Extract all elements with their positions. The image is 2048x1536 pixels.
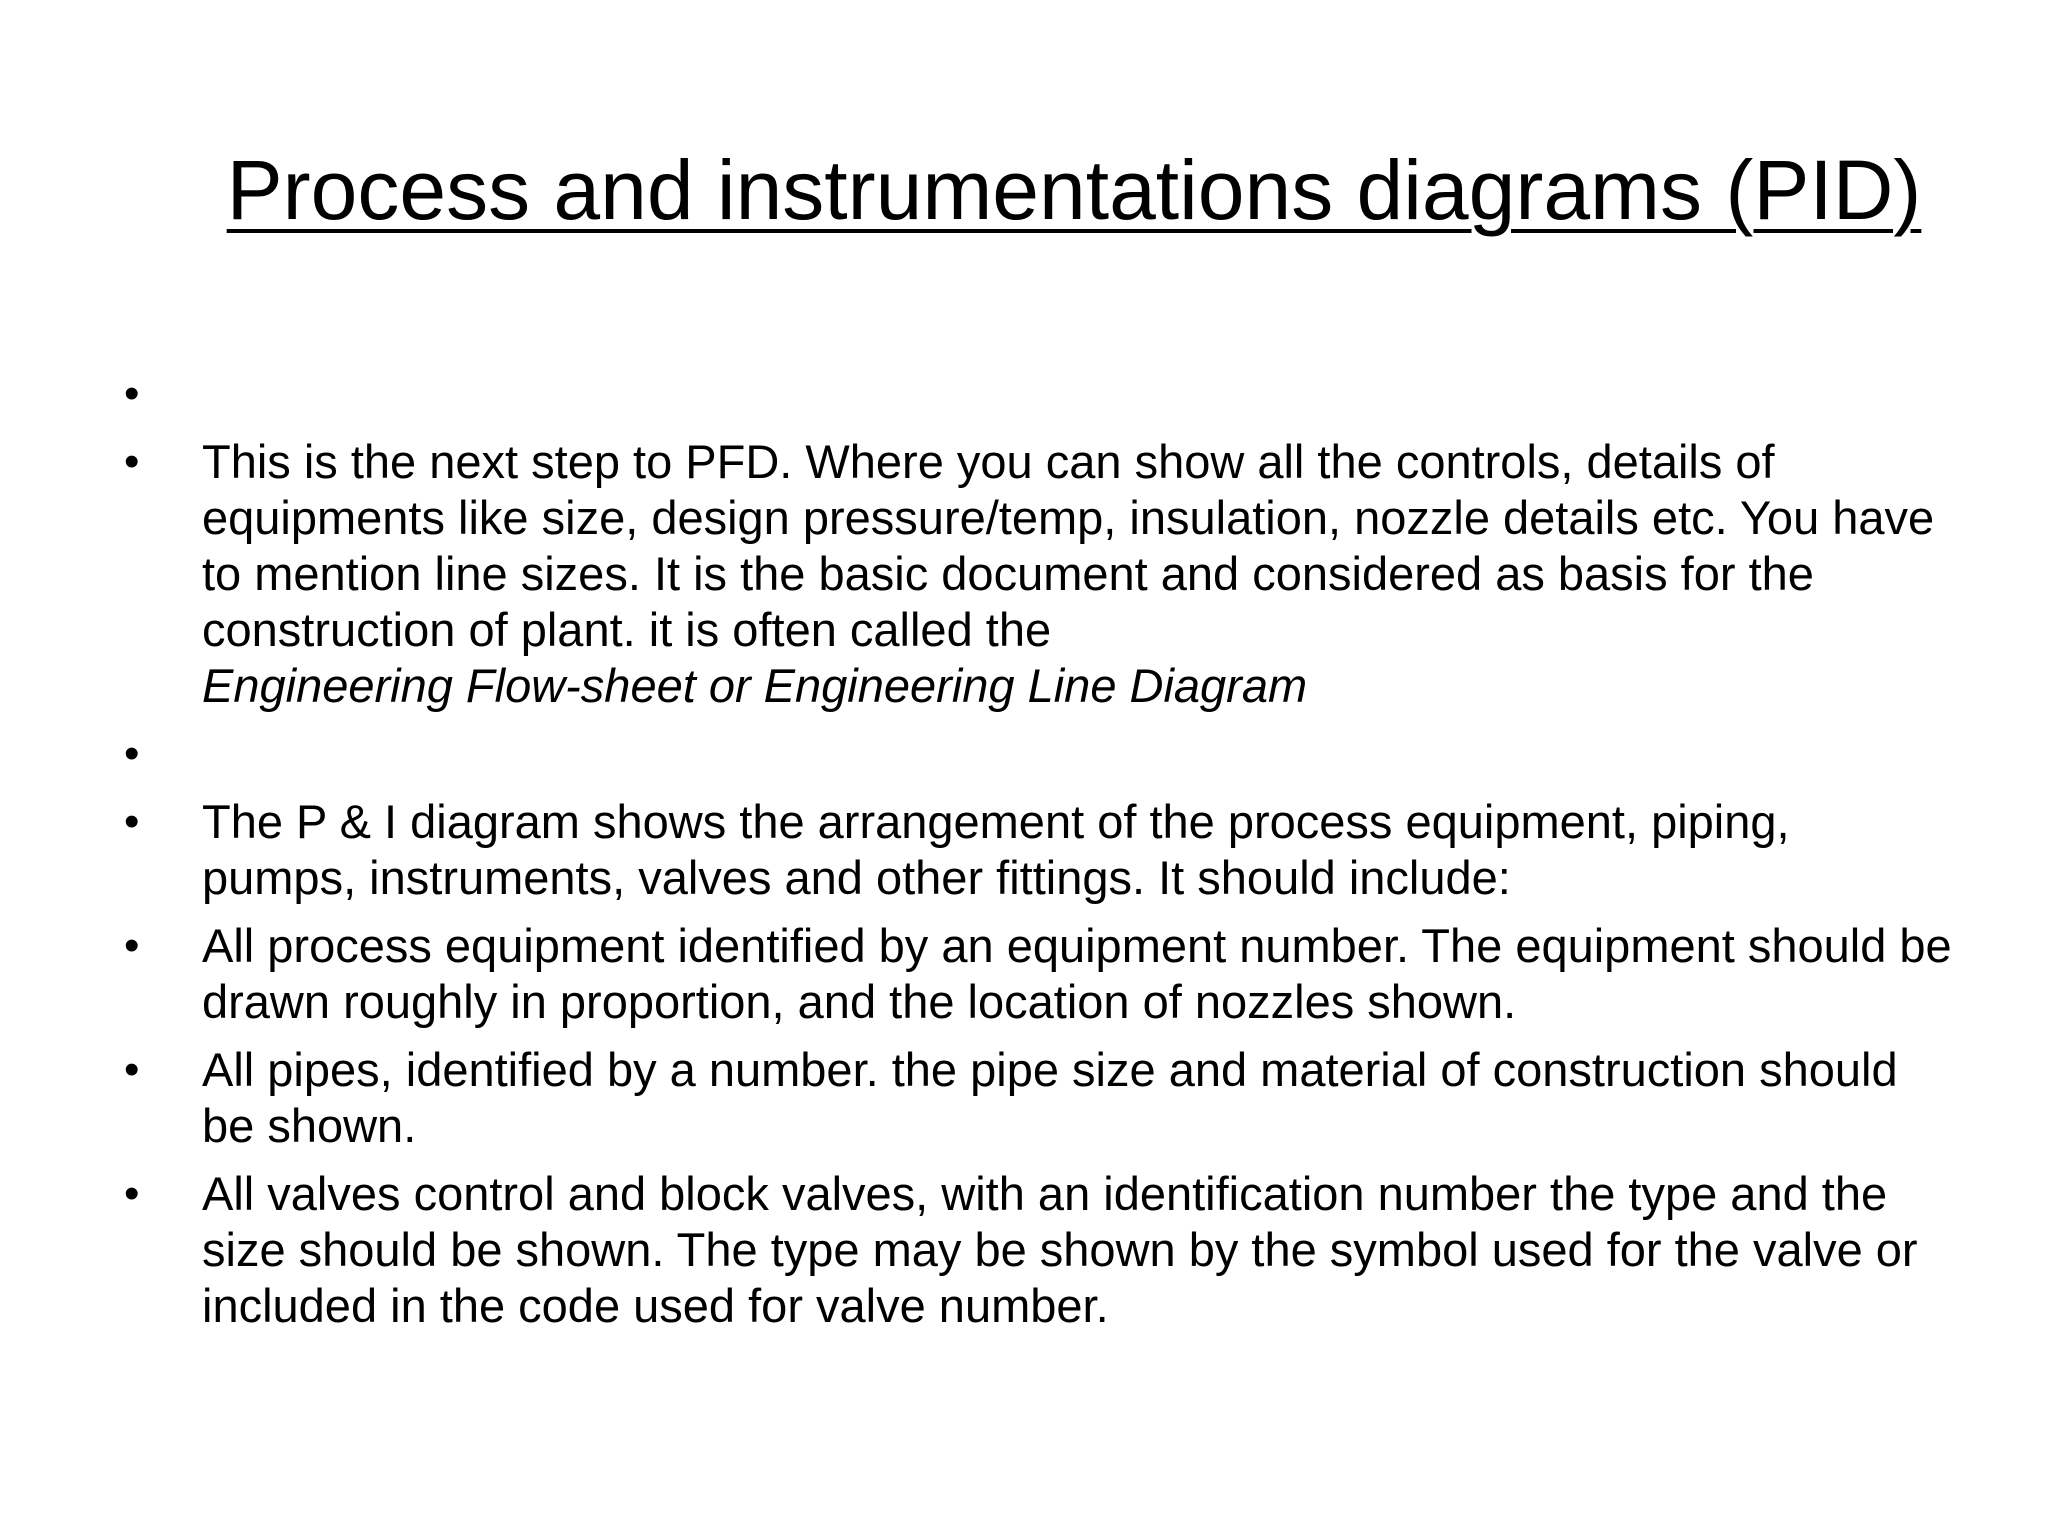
bullet-icon: • bbox=[124, 1045, 140, 1094]
bullet-icon: • bbox=[124, 921, 140, 970]
bullet-item-6 bbox=[124, 1042, 1954, 1154]
bullet-item-5 bbox=[124, 918, 1954, 1030]
bullet-text: All process equipment identified by an equipment number. The equipment should be drawn roughly in proportion, and the location of nozzles shown. bbox=[202, 919, 1952, 1028]
slide-title: Process and instrumentations diagrams (PID) bbox=[226, 143, 1922, 237]
bullet-icon: • bbox=[124, 1169, 140, 1218]
bullet-icon: • bbox=[124, 437, 140, 486]
bullet-icon: • bbox=[124, 369, 140, 418]
bullet-text: The P & I diagram shows the arrangement of the process equipment, piping, pumps, instruments, valves and other fittings. It should include: bbox=[202, 795, 1790, 904]
bullet-icon: • bbox=[124, 797, 140, 846]
bullet-text: This is the next step to PFD. Where you can show all the controls, details of equipments like size, design pressure/temp, insulation, nozzle details etc. You have to mention line sizes. It is the basic document and considered as basis for the construction of plant. it is often called the bbox=[202, 435, 1935, 656]
bullet-item-4 bbox=[124, 794, 1954, 906]
bullet-text: All pipes, identified by a number. the pipe size and material of construction should be shown. bbox=[202, 1043, 1898, 1152]
bullet-text: All valves control and block valves, with an identification number the type and the size should be shown. The type may be shown by the symbol used for the valve or included in the code used for valve number. bbox=[202, 1167, 1918, 1332]
bullet-list bbox=[124, 366, 1954, 1346]
bullet-item-2 bbox=[124, 434, 1954, 714]
bullet-item-7 bbox=[124, 1166, 1954, 1334]
bullet-item-1 bbox=[124, 366, 1954, 422]
bullet-icon: • bbox=[124, 729, 140, 778]
bullet-item-3 bbox=[124, 726, 1954, 782]
bullet-italic-text: Engineering Flow-sheet or Engineering Line Diagram bbox=[202, 659, 1308, 712]
